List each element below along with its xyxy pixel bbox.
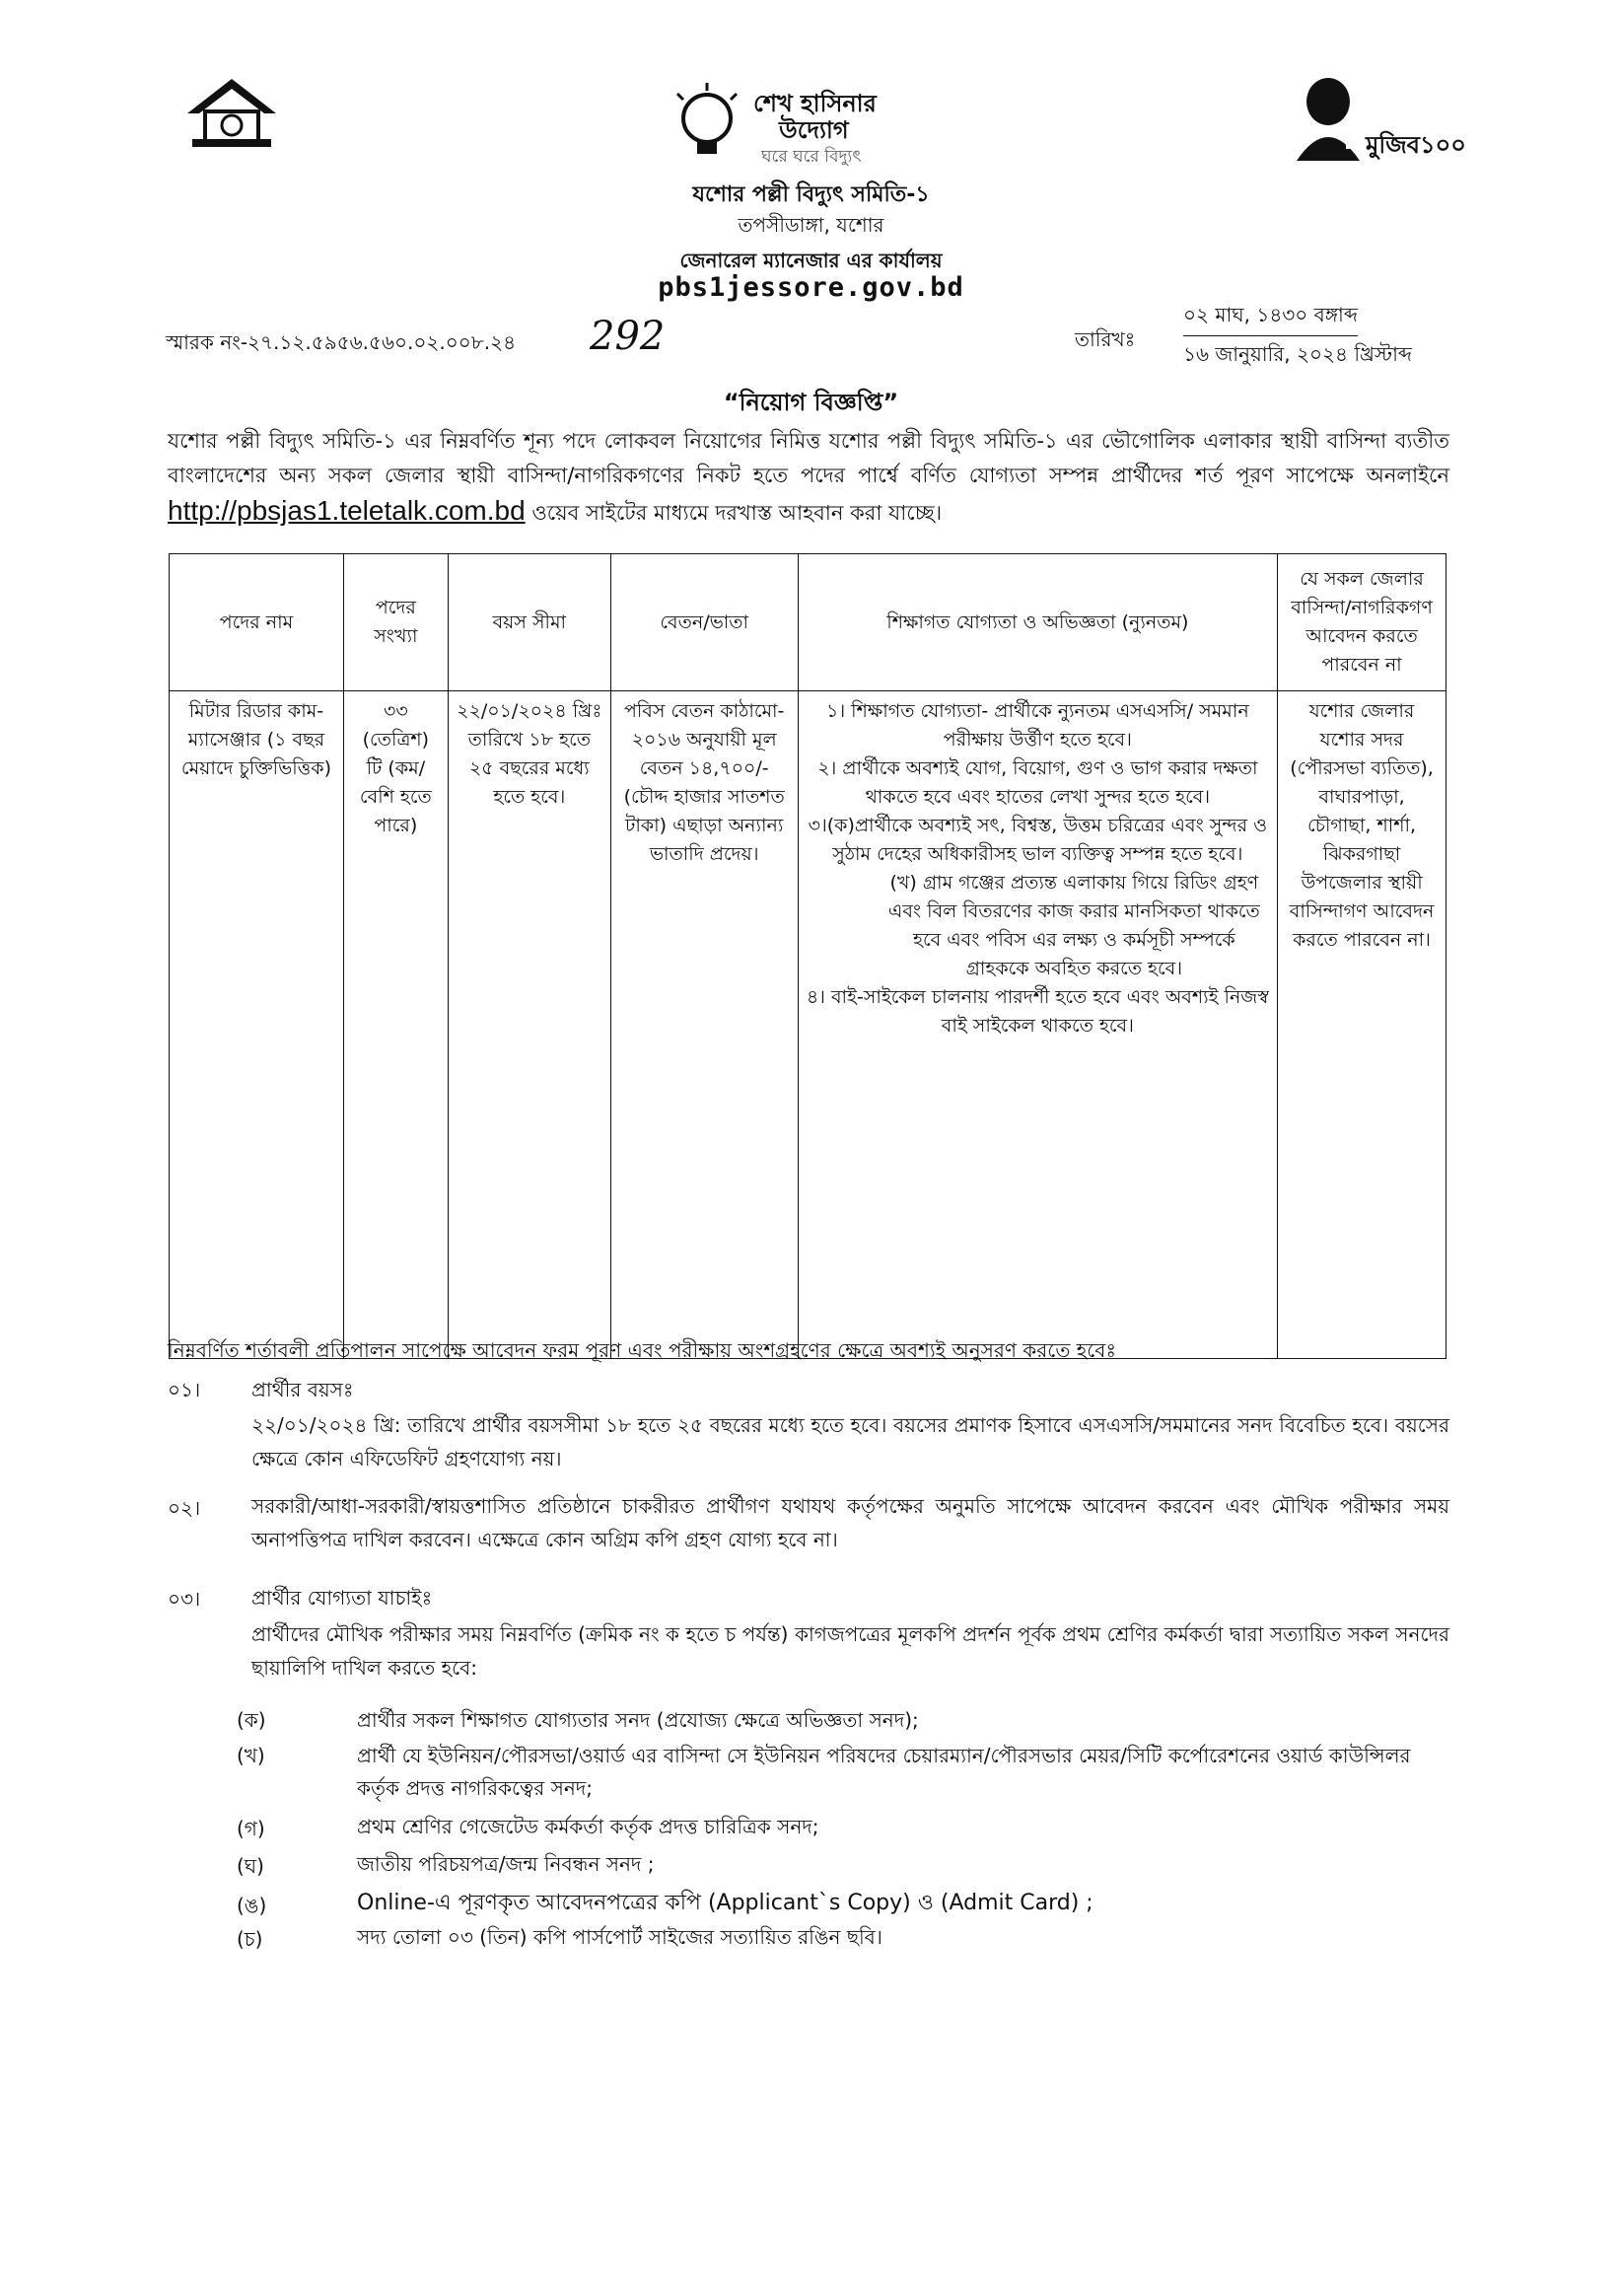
col-header-salary: বেতন/ভাতা	[610, 554, 798, 691]
col-header-qualification: শিক্ষাগত যোগ্যতা ও অভিজ্ঞতা (ন্যুনতম)	[798, 554, 1277, 691]
col-header-count: পদের সংখ্যা	[343, 554, 448, 691]
application-url[interactable]: http://pbsjas1.teletalk.com.bd	[168, 495, 526, 526]
logo-text-1: শেখ হাসিনার	[753, 90, 877, 117]
website: pbs1jessore.gov.bd	[658, 272, 964, 303]
memo-handwritten-number: 292	[590, 314, 666, 359]
document-item-text: Online-এ পূরণকৃত আবেদনপত্রের কপি (Applicant`s Copy) ও (Admit Card) ;	[357, 1891, 1093, 1915]
document-item-label: (চ)	[237, 1927, 263, 1951]
document-item-label: (ঘ)	[237, 1854, 264, 1878]
qualification-1: ১। শিক্ষাগত যোগ্যতা- প্রার্থীকে ন্যুনতম এসএসসি/ সমমান পরীক্ষায় উর্ত্তীণ হতে হবে।	[826, 700, 1249, 751]
qualification-3a: ৩।(ক)প্রার্থীকে অবশ্যই সৎ, বিশ্বস্ত, উত্তম চরিত্রের এবং সুন্দর ও সুঠাম দেহের অধিকারীসহ ভাল ব্যক্তিত্ব সম্পন্ন হতে হবে।	[808, 815, 1268, 865]
cell-qualifications	[798, 691, 1277, 1359]
condition-3-text: প্রার্থীদের মৌখিক পরীক্ষার সময় নিম্নবর্ণিত (ক্রমিক নং ক হতে চ পর্যন্ত) কাগজপত্রের মূলকপি প্রদর্শন পূর্বক প্রথম শ্রেণির কর্মকর্তা দ্বারা সত্যায়িত সকল সনদের ছায়ালিপি দাখিল করতে হবে:	[251, 1622, 1449, 1680]
col-header-excluded: যে সকল জেলার বাসিন্দা/নাগরিকগণ আবেদন করতে পারবেন না	[1278, 554, 1446, 691]
intro-paragraph	[168, 424, 1449, 531]
qualification-3b: (খ) গ্রাম গঞ্জের প্রত্যন্ত এলাকায় গিয়ে রিডিং গ্রহণ এবং বিল বিতরণের কাজ করার মানসিকতা থাকতে হবে এবং পবিস এর লক্ষ্য ও কর্মসূচী সম্পর্কে গ্রাহককে অবহিত করতে হবে।	[887, 872, 1260, 979]
col-header-post: পদের নাম	[170, 554, 344, 691]
document-item-text: প্রথম শ্রেণির গেজেটেড কর্মকর্তা কর্তৃক প্রদত্ত চারিত্রিক সনদ;	[357, 1815, 819, 1838]
date-bangla: ০২ মাঘ, ১৪৩০ বঙ্গাব্দ	[1183, 301, 1358, 336]
cell-count: ৩৩ (তেত্রিশ) টি (কম/বেশি হতে পারে)	[343, 691, 448, 1359]
logo-text-2: উদ্যোগ	[779, 116, 849, 144]
cell-excluded-districts: যশোর জেলার যশোর সদর (পৌরসভা ব্যতিত), বাঘারপাড়া, চৌগাছা, শার্শা, ঝিকরগাছা উপজেলার স্থায়ী বাসিন্দাগণ আবেদন করতে পারবেন না।	[1278, 691, 1446, 1359]
document-item-text: সদ্য তোলা ০৩ (তিন) কপি পার্সপোর্ট সাইজের সত্যায়িত রঙিন ছবি।	[357, 1925, 882, 1949]
table-row	[170, 691, 1446, 1359]
memo-ref: স্মারক নং-২৭.১২.৫৯৫৬.৫৬০.০২.০০৮.২৪	[166, 330, 517, 354]
condition-1-text: ২২/০১/২০২৪ খ্রি: তারিখে প্রার্থীর বয়সসীমা ১৮ হতে ২৫ বছরের মধ্যে হতে হবে। বয়সের প্রমাণক হিসাবে এসএসসি/সমমানের সনদ বিবেচিত হবে। বয়সের ক্ষেত্রে কোন এফিডেফিট গ্রহণযোগ্য নয়।	[251, 1413, 1449, 1471]
document-item-text: প্রার্থীর সকল শিক্ষাগত যোগ্যতার সনদ (প্রযোজ্য ক্ষেত্রে অভিজ্ঞতা সনদ);	[357, 1708, 919, 1732]
intro-text-after: ওয়েব সাইটের মাধ্যমে দরখাস্ত আহবান করা যাচ্ছে।	[531, 501, 943, 525]
table-header-row	[170, 554, 1446, 691]
pbs-logo	[177, 74, 286, 157]
vacancy-table	[169, 553, 1446, 1359]
cell-post: মিটার রিডার কাম-ম্যাসেঞ্জার (১ বছর মেয়াদে চুক্তিভিত্তিক)	[170, 691, 344, 1359]
office-name: জেনারেল ম্যানেজার এর কার্যালয়	[679, 249, 943, 272]
date-label: তারিখঃ	[1075, 327, 1136, 351]
document-item-text: জাতীয় পরিচয়পত্র/জন্ম নিবন্ধন সনদ ;	[357, 1852, 655, 1876]
document-item-label: (ঙ)	[237, 1894, 267, 1917]
document-item-text: প্রার্থী যে ইউনিয়ন/পৌরসভা/ওয়ার্ড এর বাসিন্দা সে ইউনিয়ন পরিষদের চেয়ারম্যান/পৌরসভার মেয়র/সিটি কর্পোরেশনের ওয়ার্ড কাউন্সিলর কর্তৃক প্রদত্ত নাগরিকত্বের সনদ;	[357, 1744, 1411, 1800]
notice-title: “নিয়োগ বিজ্ঞপ্তি”	[723, 389, 899, 416]
col-header-age: বয়স সীমা	[448, 554, 610, 691]
organization-place: তপসীডাঙ্গা, যশোর	[738, 213, 884, 237]
qualification-4: ৪। বাই-সাইকেল চালনায় পারদর্শী হতে হবে এবং অবশ্যই নিজস্ব বাই সাইকেল থাকতে হবে।	[806, 986, 1269, 1037]
mujib100-text: মুজিব১০০	[1366, 131, 1466, 159]
logo-text-3: ঘরে ঘরে বিদ্যুৎ	[761, 147, 862, 167]
cell-salary: পবিস বেতন কাঠামো- ২০১৬ অনুযায়ী মূল বেতন ১৪,৭০০/- (চৌদ্দ হাজার সাতশত টাকা) এছাড়া অন্যান্য ভাতাদি প্রদেয়।	[610, 691, 798, 1359]
condition-2-text: সরকারী/আধা-সরকারী/স্বায়ত্তশাসিত প্রতিষ্ঠানে চাকরীরত প্রার্থীগণ যথাযথ কর্তৃপক্ষের অনুমতি সাপেক্ষে আবেদন করবেন এবং মৌখিক পরীক্ষার সময় অনাপত্তিপত্র দাখিল করবেন। এক্ষেত্রে কোন অগ্রিম কপি গ্রহণ যোগ্য হবে না।	[251, 1494, 1449, 1551]
qualification-2: ২। প্রার্থীকে অবশ্যই যোগ, বিয়োগ, গুণ ও ভাগ করার দক্ষতা থাকতে হবে এবং হাতের লেখা সুন্দর হতে হবে।	[817, 757, 1258, 808]
document-item-label: (গ)	[237, 1817, 265, 1840]
mujib100-logo	[1287, 74, 1484, 167]
sheikh-hasina-initiative-logo	[663, 79, 958, 172]
organization-name: যশোর পল্লী বিদ্যুৎ সমিতি-১	[692, 182, 930, 207]
intro-text-before: যশোর পল্লী বিদ্যুৎ সমিতি-১ এর নিম্নবর্ণিত শূন্য পদে লোকবল নিয়োগের নিমিত্ত যশোর পল্লী বিদ্যুৎ সমিতি-১ এর ভৌগোলিক এলাকার স্থায়ী বাসিন্দা ব্যতীত বাংলাদেশের অন্য সকল জেলার স্থায়ী বাসিন্দা/নাগরিকগণের নিকট হতে পদের পার্শ্বে বর্ণিত যোগ্যতা সম্পন্ন প্রার্থীদের শর্ত পূরণ সাপেক্ষে অনলাইনে	[168, 429, 1449, 487]
condition-3-number: ০৩।	[168, 1587, 201, 1611]
document-item-label: (ক)	[237, 1708, 266, 1732]
condition-1-number: ০১।	[168, 1378, 201, 1401]
condition-1-title: প্রার্থীর বয়সঃ	[251, 1378, 354, 1401]
condition-2-number: ০২।	[168, 1496, 201, 1520]
cell-age: ২২/০১/২০২৪ খ্রিঃ তারিখে ১৮ হতে ২৫ বছরের মধ্যে হতে হবে।	[448, 691, 610, 1359]
date-gregorian: ১৬ জানুয়ারি, ২০২৪ খ্রিস্টাব্দ	[1183, 342, 1412, 366]
document-item-label: (খ)	[237, 1744, 265, 1767]
conditions-intro: নিম্নবর্ণিত শর্তাবলী প্রতিপালন সাপেক্ষে আবেদন ফরম পূরণ এবং পরীক্ষায় অংশগ্রহণের ক্ষেত্রে অবশ্যই অনুসরণ করতে হবেঃ	[168, 1338, 1117, 1362]
condition-3-title: প্রার্থীর যোগ্যতা যাচাইঃ	[251, 1586, 433, 1610]
